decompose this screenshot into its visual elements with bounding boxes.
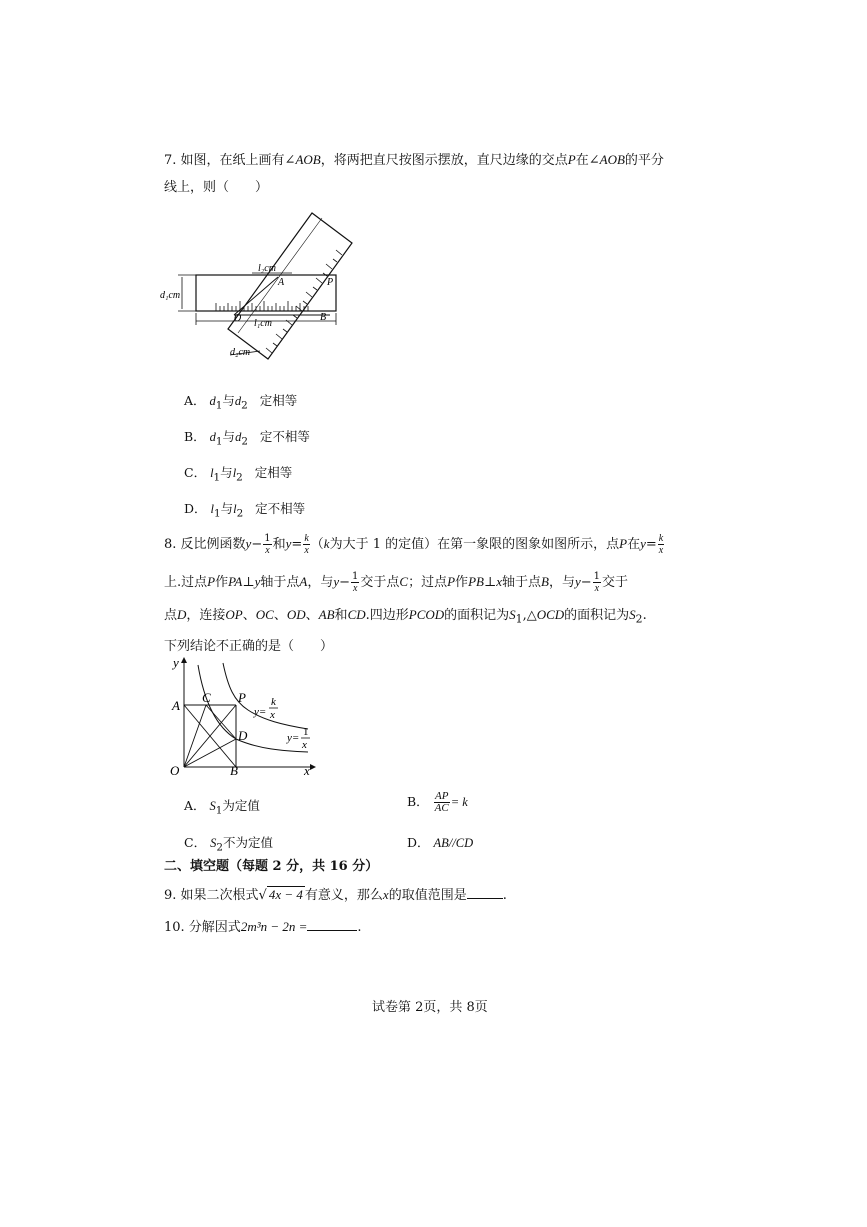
segment-cd: CD xyxy=(347,607,366,622)
triangle-ocd: OCD xyxy=(536,607,565,622)
var-x: x xyxy=(382,887,389,902)
symbol: − xyxy=(251,537,263,552)
tilted-ruler-ticks xyxy=(266,250,342,353)
period: . xyxy=(642,608,647,623)
label-b: B xyxy=(230,763,238,778)
var-y: y xyxy=(254,574,261,589)
option-letter: B． xyxy=(407,794,429,809)
option-text: 定相等 xyxy=(259,393,298,408)
sub: 2 xyxy=(241,435,248,448)
label-d: D xyxy=(238,728,248,743)
sub: 1 xyxy=(214,507,221,520)
point-p: P xyxy=(447,574,456,589)
answer-blank[interactable] xyxy=(307,918,357,931)
q7-option-c xyxy=(184,463,292,484)
q8-text: 和 xyxy=(334,608,348,623)
q8-text: ，连接 xyxy=(186,608,226,623)
curve2-label-x: x xyxy=(302,739,307,751)
denominator: x xyxy=(265,545,270,556)
var: d xyxy=(235,430,242,444)
q7-option-d xyxy=(184,499,305,520)
sub: 2 xyxy=(236,471,243,484)
triangle-symbol: ,△ xyxy=(522,608,537,623)
q8-text: 和 xyxy=(272,537,286,552)
var: l xyxy=(232,466,237,480)
point-p: P xyxy=(567,152,576,167)
word-and: 与 xyxy=(222,393,235,408)
denominator: x xyxy=(352,583,358,594)
q8-text: 点 xyxy=(164,608,178,623)
curve1-label-x: x xyxy=(270,709,275,721)
radicand: 4x − 4 xyxy=(268,887,303,902)
option-letter: C． xyxy=(184,465,207,480)
option-letter: D． xyxy=(184,501,207,516)
option-letter: A． xyxy=(184,393,206,408)
label-x-axis: x xyxy=(304,763,310,778)
page-footer: 试卷第 2页，共 8页 xyxy=(372,1000,488,1015)
denominator: AC xyxy=(434,802,449,814)
option-text: 定相等 xyxy=(254,465,293,480)
option-letter: C． xyxy=(184,835,207,850)
segment-ab: AB xyxy=(318,607,335,622)
expression: 2m³n − 2n = xyxy=(240,919,308,934)
curve2-label-y: y= xyxy=(287,732,300,744)
var: d xyxy=(234,394,242,408)
numerator: k xyxy=(658,533,664,544)
curve1-label-k: k xyxy=(271,696,276,708)
denominator: x xyxy=(304,545,309,556)
sub: 2 xyxy=(236,507,244,520)
q8-text: 交于点 xyxy=(360,575,400,590)
var-y: y xyxy=(574,574,581,589)
option-text: 为定值 xyxy=(222,798,260,813)
q8-text: .四边形 xyxy=(365,608,409,623)
sub: 1 xyxy=(215,804,223,817)
q8-line3 xyxy=(164,607,647,628)
sub: 1 xyxy=(515,612,523,626)
curve1-label-y: y= xyxy=(254,706,267,718)
q8-text: 的面积记为 xyxy=(444,608,510,623)
var-y: y xyxy=(285,536,292,551)
var: l xyxy=(210,502,214,516)
q8-option-d xyxy=(407,833,473,851)
label-c: C xyxy=(202,690,211,705)
q7-ruler-figure xyxy=(160,205,360,370)
segment-od xyxy=(184,739,236,767)
point-c: C xyxy=(399,574,409,589)
label-p: P xyxy=(238,690,246,705)
q8-line2 xyxy=(164,571,628,594)
numerator: k xyxy=(304,533,309,544)
fraction-ap-over-ac xyxy=(434,791,450,814)
q8-text: 轴于点 xyxy=(501,575,541,590)
option-letter: D． xyxy=(407,835,430,850)
label-a: A xyxy=(278,277,285,288)
sub: 1 xyxy=(215,435,223,448)
q10-line xyxy=(164,918,362,936)
var-y: y xyxy=(245,536,252,551)
period: . xyxy=(502,888,507,903)
separator: 、 xyxy=(242,608,256,623)
label-d2: d₂cm xyxy=(230,347,251,358)
var: d xyxy=(209,394,216,408)
quad-pcod: PCOD xyxy=(408,607,445,622)
point-a: A xyxy=(299,574,308,589)
section-title: 二、填空题（每题 2 分，共 16 分） xyxy=(164,859,379,874)
period: . xyxy=(357,920,362,935)
option-letter: B． xyxy=(184,429,206,444)
fraction-1-over-x xyxy=(263,533,271,556)
var-y: y xyxy=(333,574,340,589)
q8-text: 作 xyxy=(455,575,469,590)
var-y: y xyxy=(640,536,646,551)
separator: 、 xyxy=(273,608,287,623)
label-b: B xyxy=(320,312,327,323)
segment-oc: OC xyxy=(255,607,274,622)
option-letter: A． xyxy=(184,798,206,813)
q8-line1 xyxy=(164,533,665,556)
q9-text: 9. 如果二次根式 xyxy=(164,888,259,903)
q8-text: 交于 xyxy=(602,575,629,590)
symbol: − xyxy=(580,575,592,590)
symbol: = xyxy=(645,537,657,552)
word-and: 与 xyxy=(220,501,234,516)
q8-text: 为大于 1 的定值）在第一象限的图象如图所示，点 xyxy=(329,537,620,552)
option-text: = k xyxy=(450,795,468,809)
angle-symbol: ∠ xyxy=(588,153,600,168)
angle-aob: AOB xyxy=(599,152,625,167)
curve2-label-1: 1 xyxy=(303,726,309,738)
q7-line2: 线上，则（ ） xyxy=(164,180,269,195)
q9-text: 的取值范围是 xyxy=(388,888,467,903)
numerator: AP xyxy=(434,790,449,802)
sqrt-symbol: √ xyxy=(258,888,267,903)
var-s: S xyxy=(629,607,636,622)
separator: 、 xyxy=(305,608,319,623)
option-text: 不为定值 xyxy=(222,835,273,850)
q7-text: 在 xyxy=(575,153,589,168)
segment-op: OP xyxy=(225,607,243,622)
var: l xyxy=(233,502,237,516)
q8-text: ，与 xyxy=(548,575,575,590)
var-k: k xyxy=(323,536,330,551)
denominator: x xyxy=(658,545,664,556)
fraction-1-over-x xyxy=(593,571,601,594)
q7-text: ，将两把直尺按图示摆放，直尺边缘的交点 xyxy=(320,153,568,168)
angle-symbol: ∠ xyxy=(284,153,296,168)
fraction-k-over-x xyxy=(303,533,309,556)
segment-pb: PB xyxy=(468,574,484,589)
q9-line xyxy=(164,886,507,904)
q7-option-a xyxy=(184,391,297,412)
denominator: x xyxy=(594,583,600,594)
label-y-axis: y xyxy=(173,655,179,670)
q10-text: 10. 分解因式 xyxy=(164,920,241,935)
fraction-1-over-x xyxy=(351,571,359,594)
sub: 1 xyxy=(213,471,221,484)
tilted-ruler xyxy=(228,213,352,359)
label-o: O xyxy=(170,763,180,778)
q8-text: ，与 xyxy=(307,575,334,590)
perp-symbol: ⊥ xyxy=(483,575,497,590)
q7-text: 的平分 xyxy=(624,153,664,168)
sub: 1 xyxy=(215,399,223,412)
sub: 2 xyxy=(241,399,248,412)
var-s: S xyxy=(210,836,217,850)
option-text: 定不相等 xyxy=(259,429,310,444)
option-text: AB//CD xyxy=(433,836,474,850)
numerator: 1 xyxy=(593,571,601,582)
point-d: D xyxy=(177,607,187,622)
numerator: 1 xyxy=(352,571,359,582)
q8-text: ；过点 xyxy=(408,575,448,590)
label-p: P xyxy=(327,277,334,288)
fraction-k-over-x xyxy=(658,533,664,556)
symbol: − xyxy=(339,575,351,590)
segment-od: OD xyxy=(286,607,306,622)
var-x: x xyxy=(496,574,502,589)
q9-text: 有意义，那么 xyxy=(304,888,383,903)
option-text: 定不相等 xyxy=(255,501,306,516)
var: l xyxy=(210,466,214,480)
q8-line4: 下列结论不正确的是（ ） xyxy=(164,639,334,654)
q7-line1 xyxy=(164,152,664,169)
q8-text: 上.过点 xyxy=(164,575,208,590)
q8-option-a xyxy=(184,796,260,817)
point-p: P xyxy=(619,536,628,551)
q8-text: 在 xyxy=(627,537,641,552)
var-s: S xyxy=(209,799,216,813)
point-p: P xyxy=(207,574,216,589)
q8-text: 轴于点 xyxy=(260,575,300,590)
angle-aob: AOB xyxy=(295,152,321,167)
q7-text: 7. 如图，在纸上画有 xyxy=(164,153,285,168)
q8-option-b xyxy=(407,791,468,814)
q8-text: 的面积记为 xyxy=(564,608,630,623)
q8-graph-figure xyxy=(168,655,318,780)
label-l2: l₂cm xyxy=(258,263,276,274)
label-a: A xyxy=(172,698,180,713)
sub: 2 xyxy=(216,841,223,854)
answer-blank[interactable] xyxy=(467,886,503,899)
segment-oc xyxy=(184,705,206,767)
label-o: O xyxy=(234,313,242,324)
label-d1: d₁cm xyxy=(160,290,181,301)
q8-text: 8. 反比例函数 xyxy=(164,537,246,552)
q8-text: （ xyxy=(310,537,324,552)
q8-text: 作 xyxy=(215,575,229,590)
var-s: S xyxy=(509,607,516,622)
q7-option-b xyxy=(184,427,310,448)
perp-symbol: ⊥ xyxy=(242,575,255,590)
numerator: 1 xyxy=(264,533,271,544)
sub: 2 xyxy=(635,612,643,626)
label-l1: l₁cm xyxy=(254,318,272,329)
q8-option-c xyxy=(184,833,273,854)
point-b: B xyxy=(540,574,549,589)
word-and: 与 xyxy=(220,465,233,480)
var: d xyxy=(209,430,216,444)
horizontal-ruler-ticks xyxy=(216,301,308,311)
symbol: = xyxy=(291,537,303,552)
segment-pa: PA xyxy=(228,574,243,589)
word-and: 与 xyxy=(222,429,236,444)
horizontal-ruler xyxy=(196,275,336,311)
